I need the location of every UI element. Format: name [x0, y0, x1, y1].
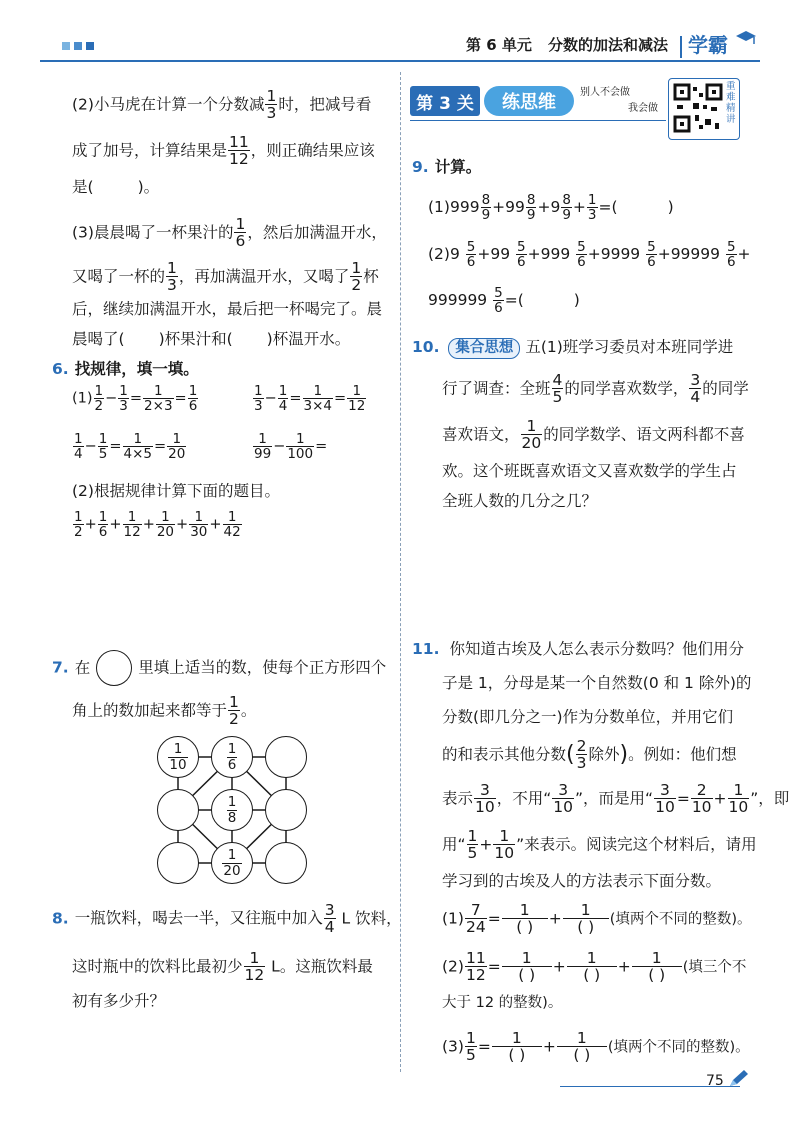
q7-circle-top-left[interactable]: $\frac{1}{10}$	[157, 736, 199, 778]
q7-line2: 角上的数加起来都等于 $\frac{1}{2}$ 。	[72, 693, 257, 729]
q11-line6: 用“ $\frac{1}{5}$ + $\frac{1}{10}$ ”来表示。阅读完这个材料后，请用	[442, 827, 757, 863]
q8-line3: 初有多少升？	[72, 992, 166, 1010]
q7-circle-middle-right[interactable]	[265, 789, 307, 831]
q9-part1: (1)999 $\frac{8}{9}$ +99 $\frac{8}{9}$ +9 $\frac{8}{9}$ + $\frac{1}{3}$ =( )	[428, 192, 674, 224]
q6-title: 6. 找规律，填一填。	[52, 360, 199, 378]
qr-code-frame[interactable]	[668, 78, 740, 140]
q9-part2-cont: 999999 $\frac{5}{6}$ =( )	[428, 285, 580, 317]
q11-sub2: (2) $\frac{11}{12}$ = $\frac{1}{( )}$ + $\frac{1}{( )}$ + $\frac{1}{( )}$ (填三个不	[442, 949, 747, 985]
q7-circle-bottom-right[interactable]	[265, 842, 307, 884]
q8-line1: 8. 一瓶饮料，喝去一半，又往瓶中加入 $\frac{3}{4}$ L 饮料，	[52, 901, 402, 937]
q11-line3: 分数(即几分之一)作为分数单位，并用它们	[442, 708, 734, 726]
q7-circle-top-middle[interactable]: $\frac{1}{6}$	[211, 736, 253, 778]
q11-sub3: (3) $\frac{1}{5}$ = $\frac{1}{( )}$ + $\frac{1}{( )}$ (填两个不同的整数)。	[442, 1029, 750, 1065]
header-topic: 分数的加法和减法	[548, 36, 669, 54]
q5-2-line2: 成了加号，计算结果是 $\frac{11}{12}$ ，则正确结果应该	[72, 133, 375, 169]
pass3-badge: 第 3 关	[410, 86, 480, 116]
q6-eq3: $\frac{1}{4}$ − $\frac{1}{5}$ = $\frac{1}{4\times 5}$ = $\frac{1}{20}$	[74, 431, 186, 463]
q5-2-line3: 是( )。	[72, 178, 160, 196]
q5-3-line3: 后，继续加满温开水，最后把一杯喝完了。晨	[72, 300, 383, 318]
q10-line3: 喜欢语文， $\frac{1}{20}$ 的同学数学、语文两科都不喜	[442, 417, 745, 453]
qr-label: 重难精讲	[726, 81, 736, 125]
pass3-underline	[410, 120, 666, 121]
q9-title: 9. 计算。	[412, 158, 482, 176]
q7-circle-bottom-middle[interactable]: $\frac{1}{20}$	[211, 842, 253, 884]
page-number: 75	[706, 1073, 724, 1089]
q7-circle-top-right[interactable]	[265, 736, 307, 778]
pass3-side-top: 别人不会做	[580, 87, 630, 98]
q11-line1: 11. 你知道古埃及人怎么表示分数吗？他们用分	[412, 640, 744, 658]
q5-3-line2: 又喝了一杯的 $\frac{1}{3}$ ，再加满温开水，又喝了 $\frac{1}{2}$ 杯	[72, 259, 379, 295]
q8-line2: 这时瓶中的饮料比最初少 $\frac{1}{12}$ L。这瓶饮料最	[72, 949, 373, 985]
brand-cap-icon	[734, 28, 758, 48]
q7-line1: 7. 在 里填上适当的数，使每个正方形四个	[52, 650, 386, 686]
q6-eq4: $\frac{1}{99}$ − $\frac{1}{100}$ =	[254, 431, 328, 463]
header-brand-logo: 学霸	[688, 33, 728, 57]
q5-3-line1: (3)晨晨喝了一杯果汁的 $\frac{1}{6}$ ，然后加满温开水，	[72, 215, 387, 251]
q7-circle-middle-left[interactable]	[157, 789, 199, 831]
qr-code-icon	[673, 83, 723, 133]
q7-circle-bottom-left[interactable]	[157, 842, 199, 884]
q11-line4: 的和表示其他分数( $\frac{2}{3}$ 除外)。例如：他们想	[442, 737, 737, 773]
header-rule	[40, 60, 760, 62]
q6-part2: (2)根据规律计算下面的题目。	[72, 482, 280, 500]
q11-sub1: (1) $\frac{7}{24}$ = $\frac{1}{( )}$ + $\frac{1}{( )}$ (填两个不同的整数)。	[442, 901, 752, 937]
q5-2-line1: (2)小马虎在计算一个分数减 $\frac{1}{3}$ 时，把减号看	[72, 87, 372, 123]
q6-eq1: (1) $\frac{1}{2}$ − $\frac{1}{3}$ = $\frac{1}{2\times 3}$ = $\frac{1}{6}$	[72, 383, 198, 415]
pass3-title: 练思维	[484, 86, 574, 116]
q10-line5: 全班人数的几分之几？	[442, 492, 598, 510]
q6-sum: $\frac{1}{2}$ + $\frac{1}{6}$ + $\frac{1}{12}$ + $\frac{1}{20}$ + $\frac{1}{30}$ + $\frac{1}{42}$	[74, 509, 241, 541]
q9-part2: (2)9 $\frac{5}{6}$ +99 $\frac{5}{6}$ +999 $\frac{5}{6}$ +9999 $\frac{5}{6}$ +99999 $\frac{5}{6}$ +	[428, 239, 751, 271]
q10-line4: 欢。这个班既喜欢语文又喜欢数学的学生占	[442, 462, 737, 480]
q6-eq2: $\frac{1}{3}$ − $\frac{1}{4}$ = $\frac{1}{3\times 4}$ = $\frac{1}{12}$	[254, 383, 366, 415]
concept-tag: 集合思想	[448, 338, 520, 359]
header-dots	[62, 42, 102, 52]
q5-3-line4: 晨喝了( )杯果汁和( )杯温开水。	[72, 330, 351, 348]
pencil-icon	[728, 1068, 750, 1088]
q10-line1: 10. 集合思想 五(1)班学习委员对本班同学进	[412, 338, 733, 359]
header-divider	[680, 36, 682, 58]
pass3-side-bottom: 我会做	[628, 103, 658, 114]
q7-circle-center[interactable]: $\frac{1}{8}$	[211, 789, 253, 831]
header-unit: 第 6 单元	[466, 36, 532, 54]
q11-sub2-cont: 大于 12 的整数)。	[442, 995, 563, 1011]
q11-line2: 子是 1，分母是某一个自然数(0 和 1 除外)的	[442, 674, 752, 692]
q10-line2: 行了调查：全班 $\frac{4}{5}$ 的同学喜欢数学， $\frac{3}{4}$ 的同学	[442, 371, 749, 407]
circle-blank-icon	[96, 650, 132, 686]
q11-line7: 学习到的古埃及人的方法表示下面分数。	[442, 872, 722, 890]
q11-line5: 表示 $\frac{3}{10}$ ，不用“ $\frac{3}{10}$ ”，而是用“ $\frac{3}{10}$ = $\frac{2}{10}$ + $\frac{1}{10}$ ”，即	[442, 781, 790, 817]
